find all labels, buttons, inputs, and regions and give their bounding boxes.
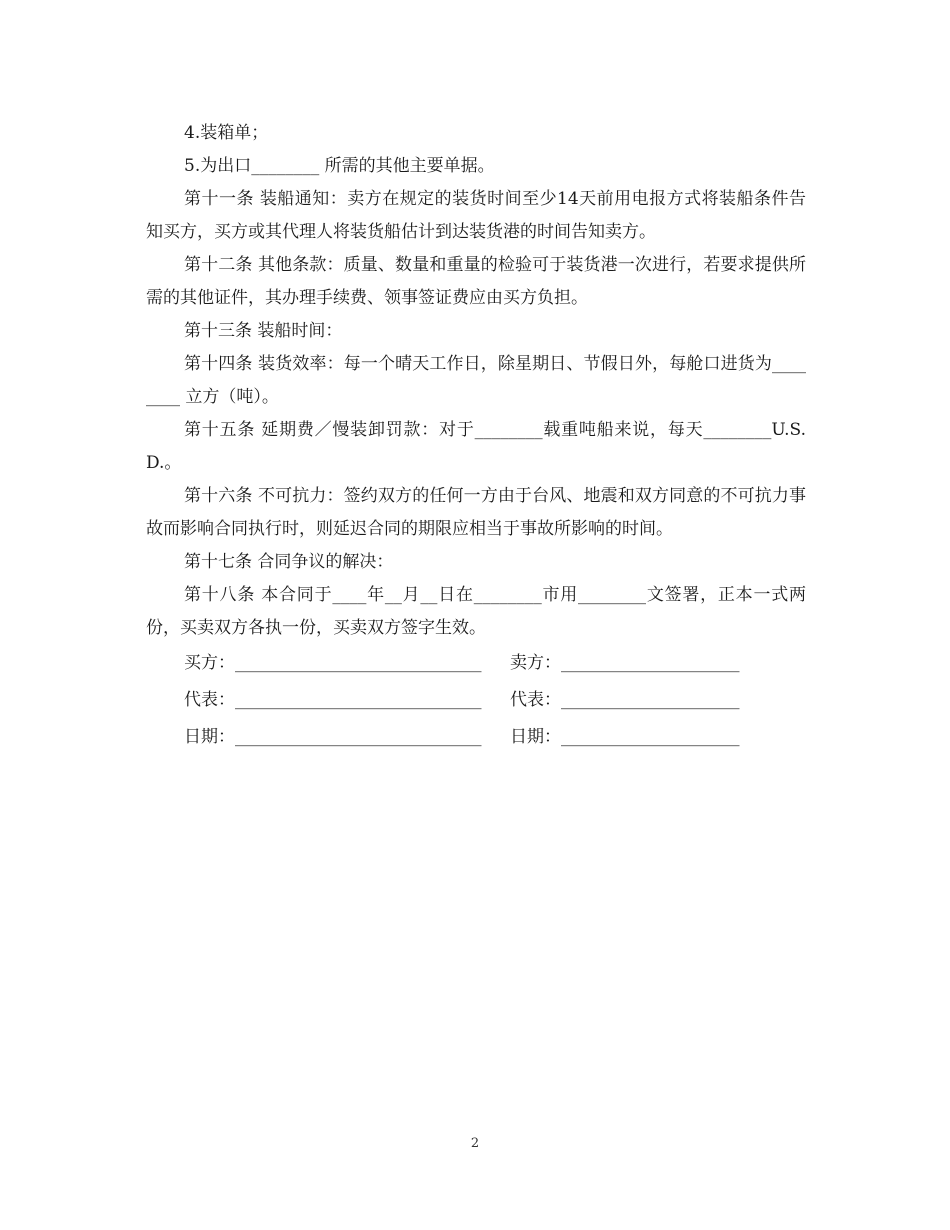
article-18-signing: 第十八条 本合同于____年__月__日在________市用________文签署，正本一式两份，买卖双方各执一份，买卖双方签字生效。 <box>146 585 806 638</box>
buyer-date-line: 日期：_____________________________ <box>184 727 482 747</box>
article-11-shipping-notice: 第十一条 装船通知：卖方在规定的装货时间至少14天前用电报方式将装船条件告知买方，买方或其代理人将装货船估计到达装货港的时间告知卖方。 <box>146 189 806 242</box>
buyer-representative-line: 代表：_____________________________ <box>184 690 482 710</box>
signature-row-party <box>146 645 806 682</box>
signature-row-representative <box>146 682 806 719</box>
signature-block <box>146 645 806 756</box>
article-14-loading-efficiency: 第十四条 装货效率：每一个晴天工作日，除星期日、节假日外，每舱口进货为________ 立方（吨）。 <box>146 354 806 407</box>
article-12-other-terms: 第十二条 其他条款：质量、数量和重量的检验可于装货港一次进行，若要求提供所需的其他证件，其办理手续费、领事签证费应由买方负担。 <box>146 255 806 308</box>
seller-date-line: 日期：_____________________ <box>510 727 740 747</box>
page-number: 2 <box>470 1136 480 1151</box>
item-packing-list: 4.装箱单； <box>184 123 269 143</box>
item-other-documents: 5.为出口________ 所需的其他主要单据。 <box>184 156 495 176</box>
article-17-dispute-resolution: 第十七条 合同争议的解决： <box>184 552 394 572</box>
buyer-signature-line: 买方：_____________________________ <box>184 653 482 673</box>
article-13-shipping-time: 第十三条 装船时间： <box>184 321 343 341</box>
seller-signature-line: 卖方：_____________________ <box>510 653 740 673</box>
article-16-force-majeure: 第十六条 不可抗力：签约双方的任何一方由于台风、地震和双方同意的不可抗力事故而影响合同执行时，则延迟合同的期限应相当于事故所影响的时间。 <box>146 486 806 539</box>
signature-row-date <box>146 719 806 756</box>
article-15-demurrage: 第十五条 延期费／慢装卸罚款：对于________载重吨船来说，每天________U.S.D.。 <box>146 420 806 473</box>
seller-representative-line: 代表：_____________________ <box>510 690 740 710</box>
contract-body <box>146 117 806 756</box>
